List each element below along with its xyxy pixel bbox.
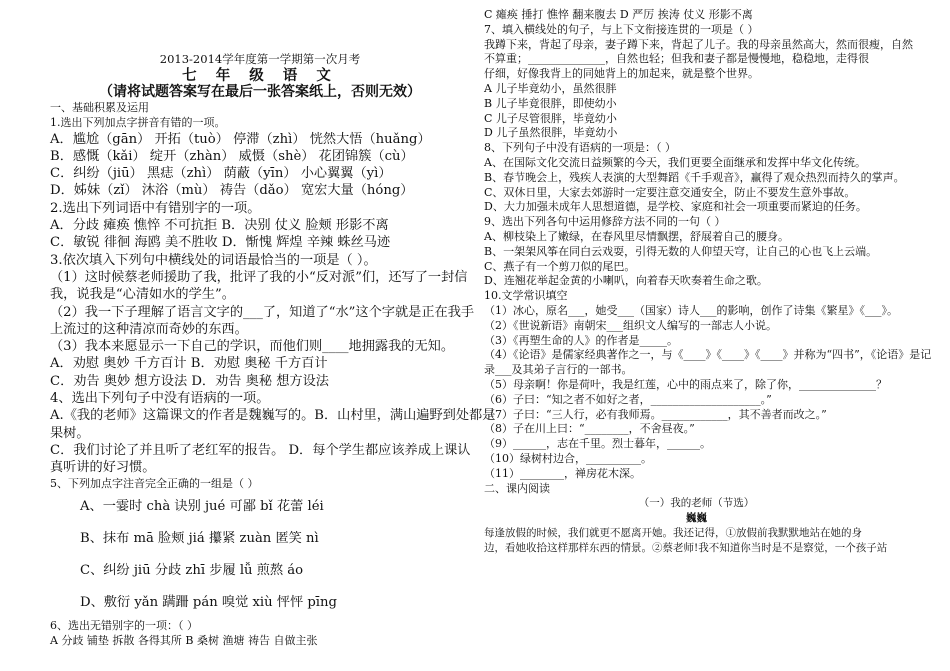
text-line: A 儿子毕竟幼小，虽然很胖	[484, 81, 617, 95]
reading-author: 巍巍	[686, 512, 707, 525]
text-line: （9）______，志在千里。烈士暮年，______。	[484, 437, 711, 451]
text-line: 1.选出下列加点字拼音有错的一项。	[50, 115, 226, 129]
exam-title: 2013-2014学年度第一学期第一次月考	[159, 52, 361, 66]
text-line: A、一霎时 chà 诀别 jué 可鄙 bǐ 花蕾 léi	[80, 499, 324, 515]
text-line: 录___及其弟子言行的一部书。	[484, 363, 633, 377]
text-line: （4）《论语》是儒家经典著作之一，与《____》《____》《____》并称为“四书”，《论语》是记	[484, 348, 932, 362]
text-line: B 儿子毕竟很胖，即使幼小	[484, 96, 617, 110]
text-line: A、在国际文化交流日益频繁的今天，我们更要全面继承和发挥中华文化传统。	[484, 155, 866, 169]
text-line: （6）子曰：“知之者不如好之者，____________________。”	[484, 392, 772, 406]
text-line: 真听讲的好习惯。	[50, 460, 156, 476]
text-line: （3）《再塑生命的人》的作者是_____。	[484, 333, 678, 347]
text-line: （11）________，禅房花木深。	[484, 466, 641, 480]
text-line: （1）这时候蔡老师援助了我，批评了我的小“反对派”们，还写了一封信	[50, 269, 468, 285]
answer-notice: （请将试题答案写在最后一张答案纸上，否则无效）	[99, 84, 421, 100]
text-line: C、双休日里，大家去郊游时一定要注意交通安全，防止不要发生意外事故。	[484, 185, 856, 199]
text-line: C．我们讨论了并且听了老红军的报告。 D．每个学生都应该养成上课认	[50, 442, 471, 458]
text-line: D 儿子虽然很胖，毕竟幼小	[484, 126, 618, 140]
text-line: 2.选出下列词语中有错别字的一项。	[50, 200, 261, 216]
text-line: 仔细，好像我背上的同她背上的加起来，就是整个世界。	[484, 67, 759, 81]
text-line: 10.文学常识填空	[484, 289, 568, 303]
text-line: C．劝告 奥妙 想方设法 D．劝告 奥秘 想方设法	[50, 373, 329, 389]
text-line: （1）冰心，原名___，她受___（国家）诗人___的影响，创作了诗集《繁星》《___》。	[484, 303, 898, 317]
text-line: 9、选出下列各句中运用修辞方法不同的一句（ ）	[484, 215, 726, 229]
right-column	[484, 8, 932, 555]
text-line: A．分歧 瘫痪 憔悴 不可抗拒 B．决别 仗义 脸颊 形影不离	[50, 218, 389, 234]
text-line: （2）《世说新语》南朝宋___组织文人编写的一部志人小说。	[484, 318, 777, 332]
text-line: A．劝慰 奥妙 千方百计 B．劝慰 奥秘 千方百计	[50, 356, 328, 372]
text-line: B、抹布 mā 脸颊 jiá 攥紧 zuàn 匿笑 nì	[80, 531, 319, 547]
text-line: 3.依次填入下列句中横线处的词语最恰当的一项是（ ）。	[50, 252, 377, 268]
text-line: 6、选出无错别字的一项：（ ）	[50, 619, 198, 633]
text-line: （3）我本来愿显示一下自己的学识，而他们则____地拥露我的无知。	[50, 339, 455, 355]
grade-title: 七 年 级 语 文	[182, 67, 338, 84]
text-line: A、柳枝染上了嫩绿，在春风里尽情飘摆，舒展着自己的腰身。	[484, 229, 789, 243]
text-line: C．敏锐 徘徊 海鸥 美不胜收 D．惭愧 辉煌 辛辣 蛛丝马迹	[50, 235, 391, 251]
text-line: B．感慨（kǎi） 绽开（zhàn） 威慑（shè） 花团锦簇（cù）	[50, 148, 414, 164]
text-line: 4、选出下列句子中没有语病的一项。	[50, 391, 270, 407]
text-line: 7、填入横线处的句子，与上下文衔接连贯的一项是（ ）	[484, 22, 759, 36]
question-6	[50, 619, 470, 649]
question-5-options	[50, 491, 470, 619]
text-line: C、纠纷 jiū 分歧 zhī 步履 lǚ 煎熬 áo	[80, 563, 304, 579]
right-questions	[484, 8, 932, 496]
text-line: C．纠纷（jiū） 黑痣（zhì） 荫蔽（yīn） 小心翼翼（yì）	[50, 166, 392, 182]
text-line: D．姊妹（zǐ） 沐浴（mù） 祷告（dǎo） 宽宏大量（hóng）	[50, 183, 414, 199]
text-line: B、春节晚会上，残疾人表演的大型舞蹈《千手观音》，赢得了观众热烈而持久的掌声。	[484, 170, 905, 184]
reading-paragraph-1: 每逢放假的时候，我们就更不愿离开她。我还记得，①放假前我默默地站在她的身	[484, 526, 862, 539]
text-line: 一、基础积累及运用	[50, 101, 149, 114]
left-column	[50, 101, 496, 649]
text-line: 果树。	[50, 425, 90, 441]
reading-paragraph-2: 边，看她收拾这样那样东西的情景。②蔡老师!我不知道你当时是不是察觉，一个孩子站	[484, 541, 888, 554]
text-line: 上流过的这种清凉而奇妙的东西。	[50, 321, 248, 337]
text-line: D、敷衍 yǎn 蹒跚 pán 嗅觉 xiù 怦怦 pīng	[80, 595, 337, 611]
text-line: A.《我的老师》这篇课文的作者是魏巍写的。B．山村里，满山遍野到处都是	[50, 408, 496, 424]
text-line: （5）母亲啊！你是荷叶，我是红莲，心中的雨点来了，除了你，______________？	[484, 377, 887, 391]
text-line: 不算重；______________，自然也轻；但我和妻子都是慢慢地，稳稳地，走得很	[484, 52, 869, 66]
left-questions	[50, 101, 496, 491]
text-line: 我，说我是“心清如水的学生”。	[50, 287, 235, 303]
text-line: B、一架架风筝在同白云戏耍，引得无数的人仰望天穹，让自己的心也飞上云端。	[484, 244, 878, 258]
text-line: 5、下列加点字注音完全正确的一组是（ ）	[50, 476, 259, 490]
text-line: （8）子在川上曰：“________，不舍昼夜。”	[484, 422, 695, 436]
text-line: A 分歧 铺垫 拆散 各得其所 B 桑树 渔塘 祷告 自做主张	[50, 634, 318, 648]
text-line: （2）我一下子理解了语言文字的___了，知道了“水”这个字就是正在我手	[50, 304, 475, 320]
text-line: 我蹲下来，背起了母亲，妻子蹲下来，背起了儿子。我的母亲虽然高大，然而很瘦，自然	[484, 37, 913, 51]
text-line: C 瘫痪 捶打 憔悴 翻来腹去 D 严厉 挨涛 仗义 形影不离	[484, 8, 753, 21]
text-line: 8、下列句子中没有语病的一项是：（ ）	[484, 141, 676, 155]
text-line: （7）子曰：“三人行，必有我师焉。____________，其不善者而改之。”	[484, 407, 827, 421]
text-line: D、连翘花举起金黄的小喇叭，向着春天吹奏着生命之歌。	[484, 274, 768, 288]
reading-title: （一）我的老师（节选）	[638, 497, 755, 510]
text-line: A．尴尬（gān） 开拓（tuò） 停滞（zhì） 恍然大悟（huǎng）	[50, 131, 431, 147]
text-line: （10）绿树村边合，__________。	[484, 451, 652, 465]
text-line: C 儿子尽管很胖，毕竟幼小	[484, 111, 617, 125]
text-line: 二、课内阅读	[484, 481, 550, 495]
text-line: C、燕子有一个剪刀似的尾巴。	[484, 259, 636, 273]
text-line: D、大力加强未成年人思想道德，是学校、家庭和社会一项重要而紧迫的任务。	[484, 200, 867, 214]
